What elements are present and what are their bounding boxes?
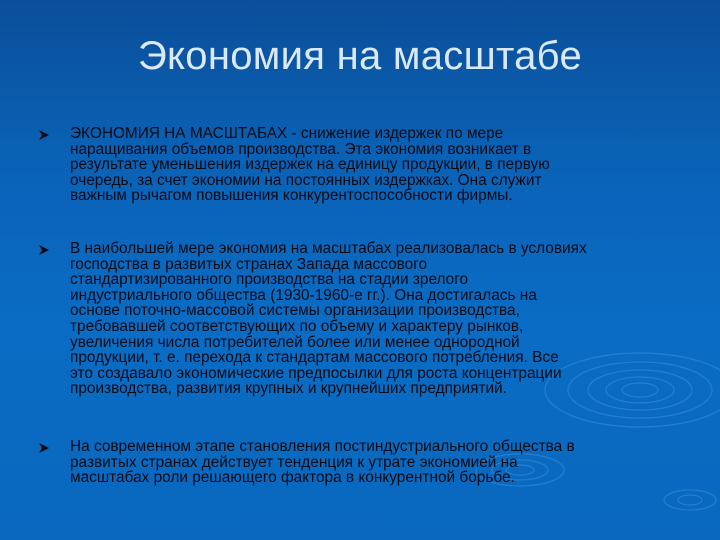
slide-title: Экономия на масштабе (137, 34, 582, 78)
bullet-1-line-4: очередь, за счет экономии на постоянных издержках. Она служит (70, 171, 542, 189)
bullet-2-line-5: основе поточно-массовой системы организации производства, (70, 302, 520, 320)
bullet-2-line-3: стандартизированного производства на стадии зрелого (70, 271, 469, 289)
bullet-2-line-6: требовавшей соответствующих по объему и характеру рынков, (70, 317, 524, 335)
arrowhead-bullet-icon (38, 244, 50, 256)
arrowhead-bullet-icon (38, 129, 50, 141)
bullet-2-line-4: индустриального общества (1930-1960-е гг.). Она достигалась на (70, 286, 537, 304)
arrowhead-bullet-icon (38, 442, 50, 454)
bullet-2-line-2: господства в развитых странах Запада массового (70, 255, 428, 273)
bullet-3-line-3: масштабах роли решающего фактора в конкурентной борьбе. (70, 469, 515, 487)
bullet-1-line-1: ЭКОНОМИЯ НА МАСШТАБАХ - снижение издержек по мере (70, 125, 504, 142)
bullet-1-line-3: результате уменьшения издержек на единицу продукции, в первую (70, 156, 550, 174)
bullet-1-line-2: наращивания объемов производства. Эта экономия возникает в (70, 140, 532, 158)
bullet-2-line-8: продукции, т. е. перехода к стандартам массового потребления. Все (70, 349, 559, 367)
bullet-3-line-1: На современном этапе становления постиндустриального общества в (70, 438, 575, 455)
bullet-2-line-10: производства, развития крупных и крупнейших предприятий. (70, 380, 507, 398)
bullet-2-line-9: это создавало экономические предпосылки для роста концентрации (70, 364, 562, 382)
bullet-text-1 (70, 126, 670, 204)
bullet-text-3 (70, 439, 670, 486)
bullet-2-line-7: увеличения числа потребителей более или менее однородной (70, 333, 520, 351)
bullet-3-line-2: развитых странах действует тенденция к утрате экономией на (70, 453, 518, 471)
bullet-1-line-5: важным рычагом повышения конкурентоспособности фирмы. (70, 187, 513, 205)
bullet-2-line-1: В наибольшей мере экономия на масштабах реализовалась в условиях (70, 240, 587, 257)
bullet-text-2 (70, 241, 670, 397)
